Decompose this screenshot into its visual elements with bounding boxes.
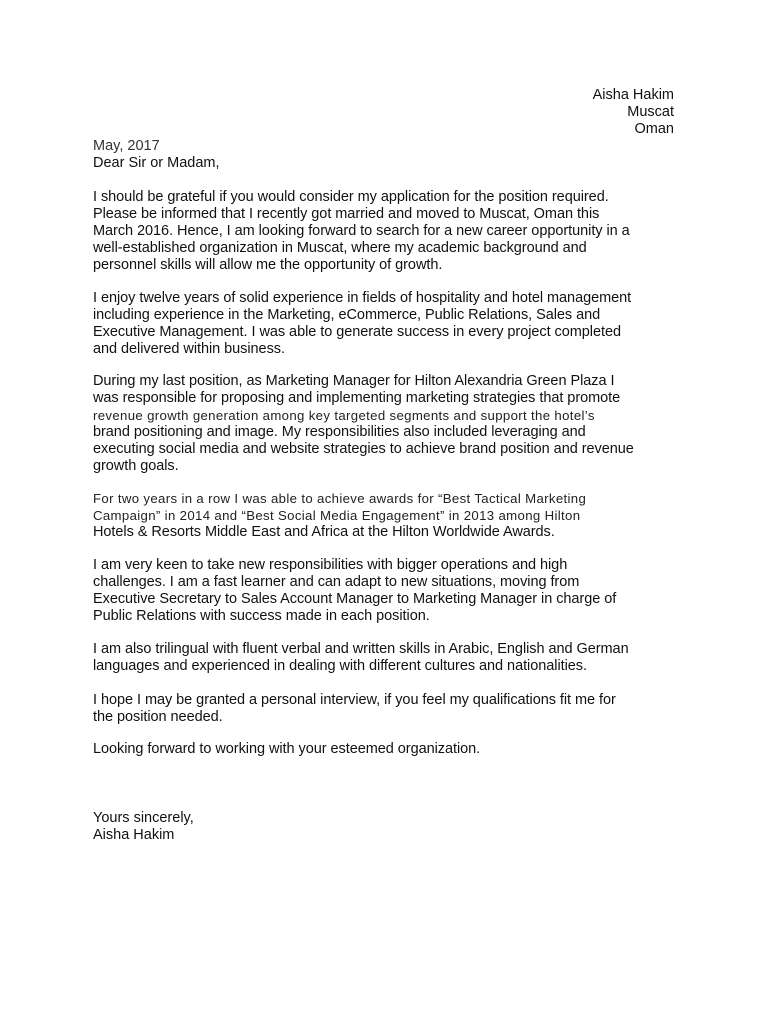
paragraph-line: I enjoy twelve years of solid experience in fields of hospitality and hotel management (93, 290, 632, 306)
paragraph-line: I am also trilingual with fluent verbal and written skills in Arabic, English and German (93, 641, 629, 657)
paragraph-line: Please be informed that I recently got married and moved to Muscat, Oman this (93, 206, 600, 222)
paragraph-line: Executive Secretary to Sales Account Manager to Marketing Manager in charge of (93, 591, 617, 607)
paragraph-line: including experience in the Marketing, eCommerce, Public Relations, Sales and (93, 307, 601, 323)
paragraph-closing-remark (93, 741, 683, 758)
paragraph-application (93, 189, 683, 274)
paragraph-line: personnel skills will allow me the opportunity of growth. (93, 257, 443, 273)
paragraph-line: March 2016. Hence, I am looking forward to search for a new career opportunity in a (93, 223, 630, 239)
paragraph-line: During my last position, as Marketing Manager for Hilton Alexandria Green Plaza I (93, 373, 615, 389)
paragraph-line: Executive Management. I was able to generate success in every project completed (93, 324, 621, 340)
paragraph-line: growth goals. (93, 458, 179, 474)
paragraph-line: well-established organization in Muscat, where my academic background and (93, 240, 587, 256)
paragraph-line: revenue growth generation among key targeted segments and support the hotel’s (93, 408, 595, 423)
closing-block (93, 810, 194, 844)
paragraph-line: Looking forward to working with your esteemed organization. (93, 741, 481, 757)
paragraph-line: and delivered within business. (93, 341, 285, 357)
paragraph-experience (93, 290, 683, 358)
paragraph-line: I hope I may be granted a personal interview, if you feel my qualifications fit me for (93, 692, 616, 708)
paragraph-line: executing social media and website strategies to achieve brand position and revenue (93, 441, 634, 457)
paragraph-awards (93, 490, 683, 541)
paragraph-line: languages and experienced in dealing with different cultures and nationalities. (93, 658, 587, 674)
paragraph-line: I am very keen to take new responsibilities with bigger operations and high (93, 557, 568, 573)
paragraph-line: Hotels & Resorts Middle East and Africa at the Hilton Worldwide Awards. (93, 524, 555, 540)
paragraph-line: For two years in a row I was able to achieve awards for “Best Tactical Marketing (93, 491, 587, 506)
valediction: Yours sincerely, (93, 810, 194, 826)
sender-country: Oman (634, 121, 674, 137)
signature-name: Aisha Hakim (93, 827, 175, 843)
paragraph-line: challenges. I am a fast learner and can adapt to new situations, moving from (93, 574, 580, 590)
paragraph-line: Campaign” in 2014 and “Best Social Media Engagement” in 2013 among Hilton (93, 508, 581, 523)
paragraph-line: the position needed. (93, 709, 223, 725)
paragraph-line: was responsible for proposing and implementing marketing strategies that promote (93, 390, 621, 406)
paragraph-responsibilities (93, 557, 683, 625)
paragraph-languages (93, 641, 683, 675)
paragraph-line: I should be grateful if you would consider my application for the position required. (93, 189, 609, 205)
paragraph-line: Public Relations with success made in each position. (93, 608, 430, 624)
sender-address (593, 87, 674, 138)
salutation: Dear Sir or Madam, (93, 155, 220, 171)
sender-city: Muscat (627, 104, 674, 120)
sender-name: Aisha Hakim (592, 87, 674, 103)
paragraph-line: brand positioning and image. My responsibilities also included leveraging and (93, 424, 586, 440)
paragraph-interview (93, 692, 683, 726)
paragraph-last-position (93, 373, 683, 475)
letter-date: May, 2017 (93, 138, 160, 154)
